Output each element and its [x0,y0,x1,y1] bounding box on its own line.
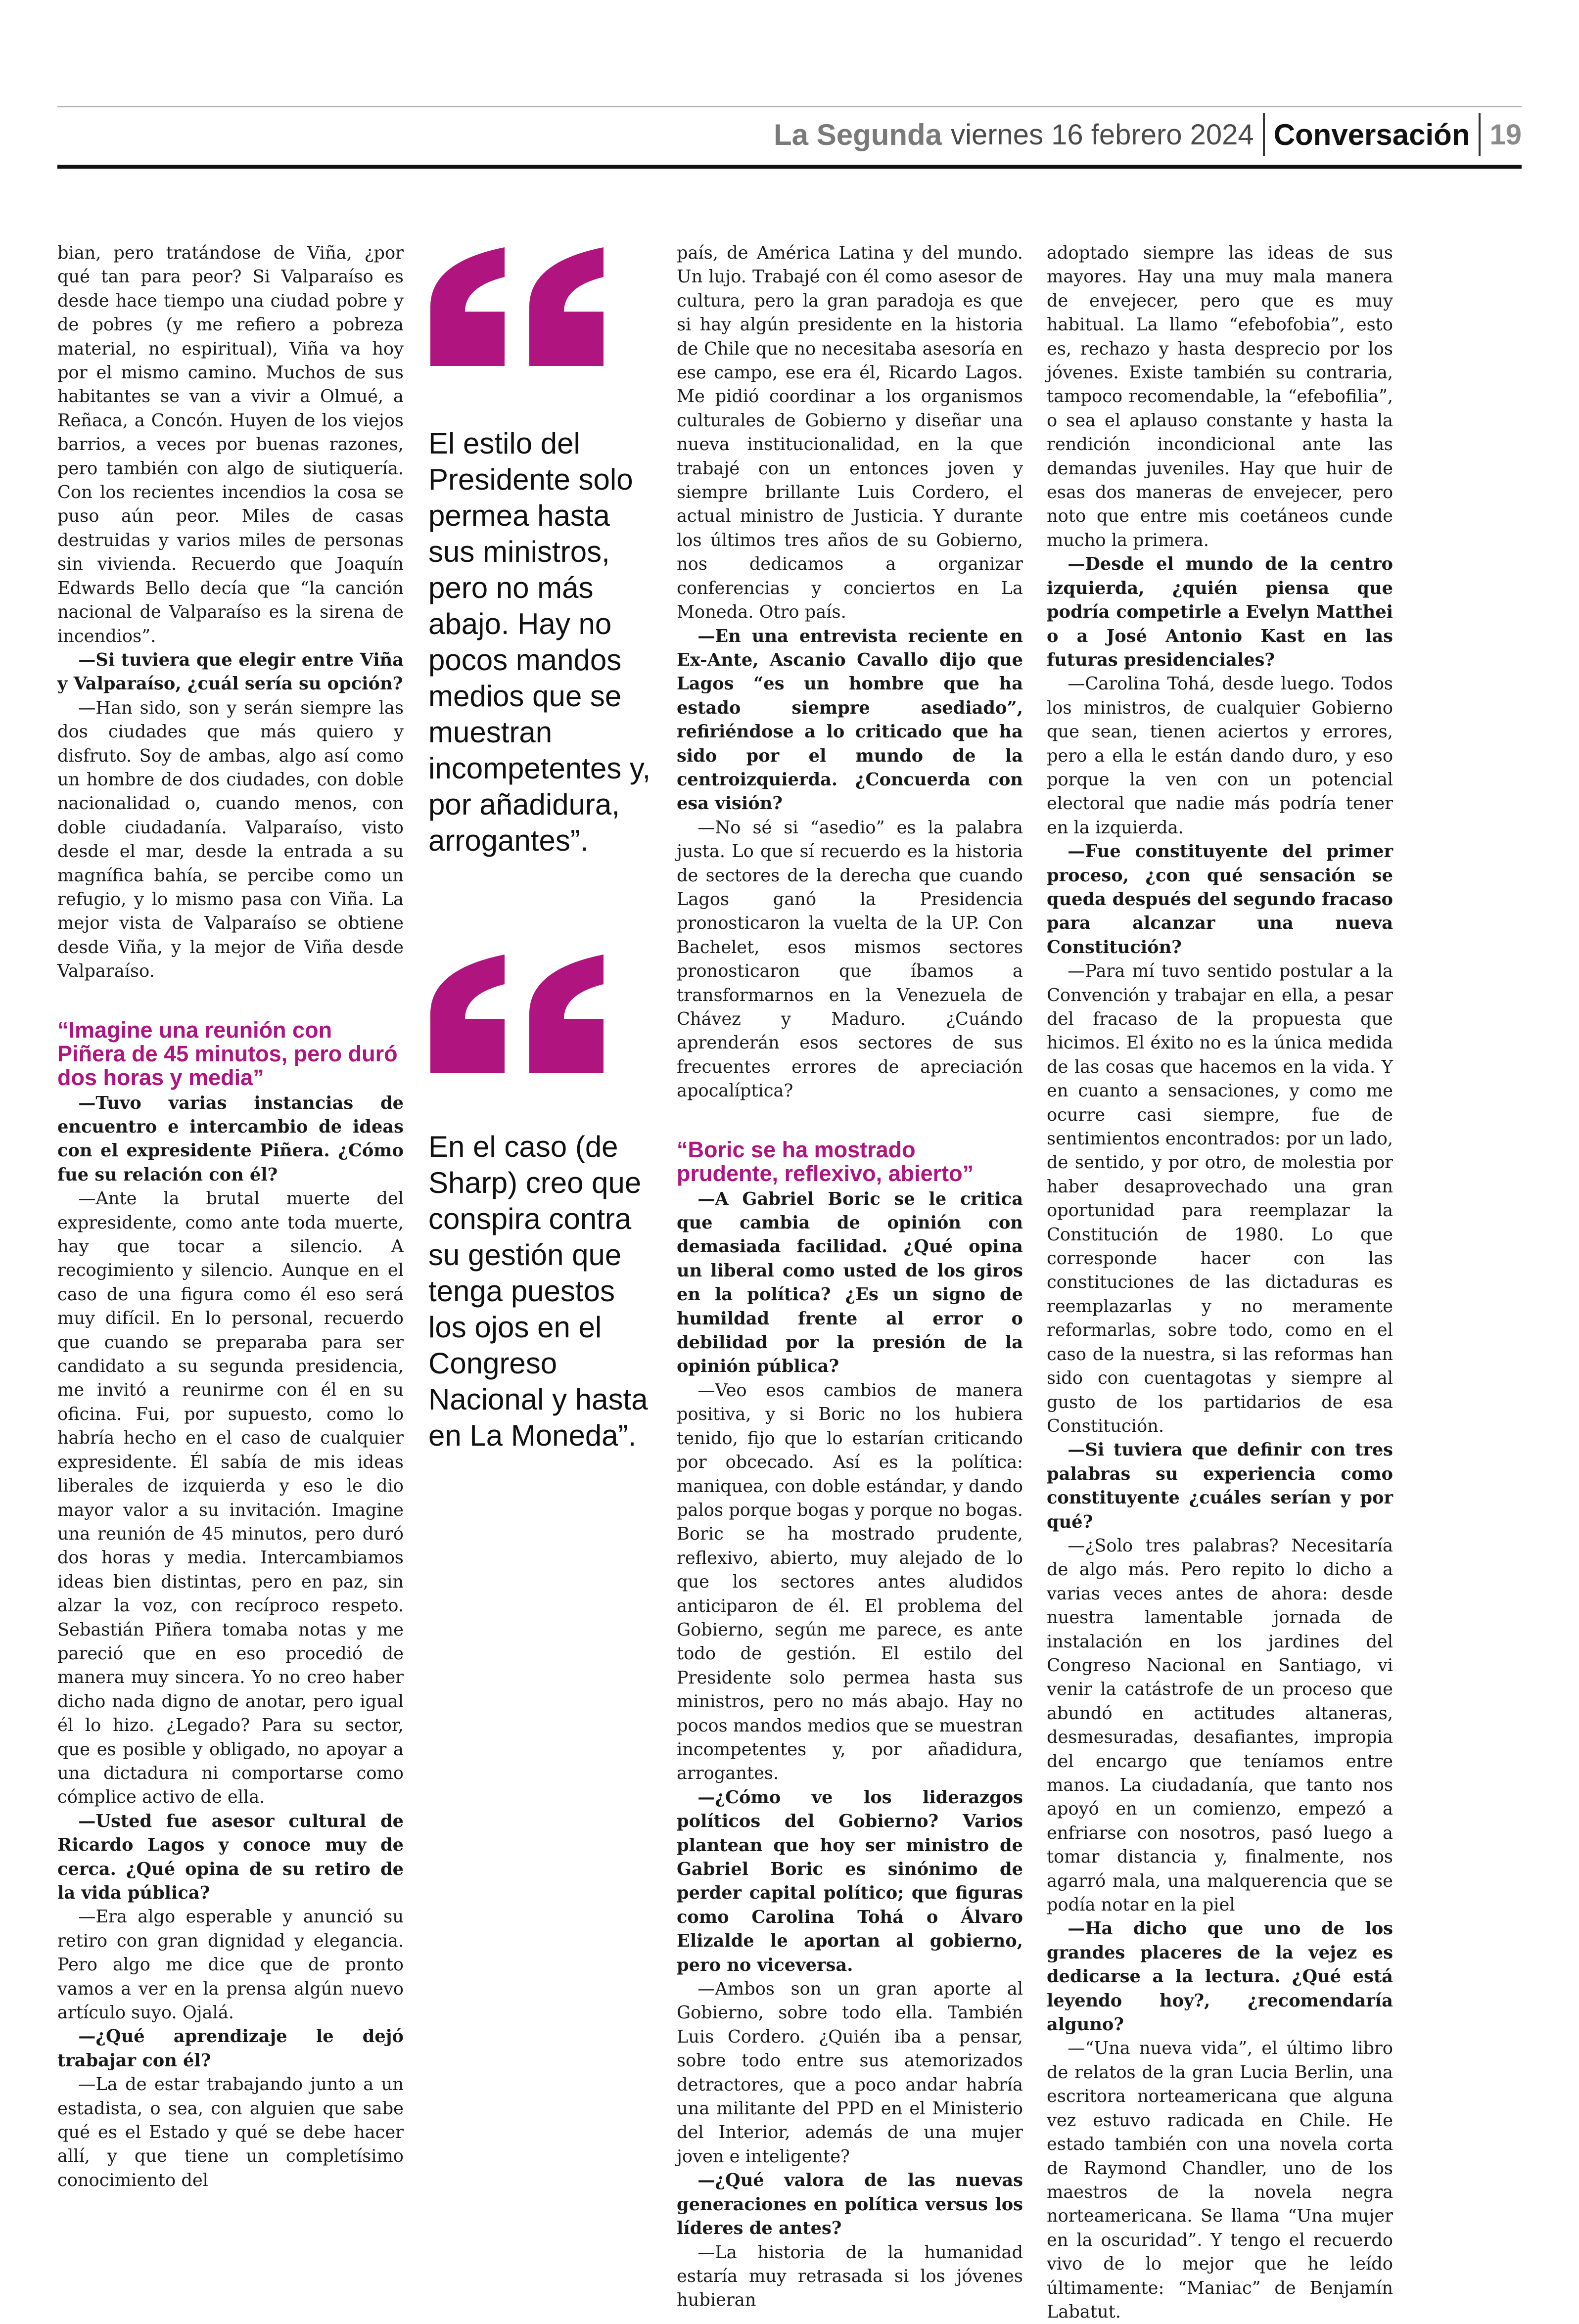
interview-question: —¿Qué valora de las nuevas generaciones en política versus los líderes de antes? [677,2170,1023,2239]
interview-question: —A Gabriel Boric se le critica que cambia de opinión con demasiada facilidad. ¿Qué opina un liberal como usted de los giros en la política? ¿Es un signo de humildad frente al error o debilidad por la presión de la opinión pública? [677,1188,1023,1377]
page-header [732,110,1522,159]
header-divider [1479,113,1481,156]
interview-question: —En una entrevista reciente en Ex-Ante, Ascanio Cavallo dijo que Lagos “es un hombre que ha estado siempre asediado”, refiriéndose a lo criticado que ha sido por el mundo de la centroizquierda. ¿Concuerda con esa visión? [677,626,1023,814]
interview-question: —Desde el mundo de la centro izquierda, ¿quién piensa que podría competirle a Evelyn Matthei o a José Antonio Kast en las futuras presidenciales? [1047,554,1393,670]
page-number: 19 [1489,118,1522,151]
section-name: Conversación [1273,118,1470,151]
header-divider [1263,113,1265,156]
open-quote-icon [425,955,613,1078]
subheading: “Imagine una reunión con Piñera de 45 minutos, pero duró dos horas y media” [57,1017,398,1090]
interview-answer: —Para mí tuvo sentido postular a la Convención y trabajar en ella, a pesar del fracaso de la propuesta que hicimos. El éxito no es la única medida de las cosas que hacemos en la vida. Y en cuanto a sensaciones, y como me ocurre casi siempre, fue de sentimientos encontrados: por un lado, de sentido, y por otro, de molestia por haber desaprovechado una gran oportunidad para reemplazar la Constitución de 1980. Lo que corresponde hacer con las constituciones de las dictaduras es reemplazarlas y no meramente reformarlas, sobre todo, como en el caso de la nuestra, si las reformas han sido con cuentagotas y siempre al gusto de los partidarios de esa Constitución. [1047,961,1393,1436]
interview-answer: —La historia de la humanidad estaría muy retrasada si los jóvenes hubieran [677,2242,1023,2311]
interview-question: —Usted fue asesor cultural de Ricardo Lagos y conoce muy de cerca. ¿Qué opina de su retiro de la vida pública? [57,1811,404,1903]
interview-answer: —“Una nueva vida”, el último libro de relatos de la gran Lucia Berlin, una escritora norteamericana que alguna vez estuvo radicada en Chile. He estado también con una novela corta de Raymond Chandler, uno de los maestros de la novela negra norteamericana. Se llama “Una mujer en la oscuridad”. Y tengo el recuerdo vivo de lo mejor que he leído últimamente: “Maniac” de Benjamín Labatut. [1047,2038,1393,2322]
interview-answer: —Era algo esperable y anunció su retiro con gran dignidad y elegancia. Pero algo me dice que de pronto vamos a ver en la prensa algún nuevo artículo suyo. Ojalá. [57,1907,404,2023]
interview-question: —Fue constituyente del primer proceso, ¿con qué sensación se queda después del segundo fracaso para alcanzar una nueva Constitución? [1047,841,1393,957]
interview-answer: —La de estar trabajando junto a un estadista, o sea, con alguien que sabe qué es el Estado y qué se debe hacer allí, y que tiene un completísimo conocimiento del [57,2074,404,2190]
body-paragraph: país, de América Latina y del mundo. Un lujo. Trabajé con él como asesor de cultura, pero la gran paradoja es que si hay algún presidente en la historia de Chile que no necesitaba asesoría en ese campo, ese era él, Ricardo Lagos. Me pidió coordinar a los organismos culturales de Gobierno y diseñar una nueva institucionalidad, en la que trabajé con un entonces joven y siempre brillante Luis Cordero, el actual ministro de Justicia. Y durante los últimos tres años de su Gobierno, nos dedicamos a organizar conferencias y conciertos en La Moneda. Otro país. [677,243,1023,623]
interview-question: —Si tuviera que elegir entre Viña y Valparaíso, ¿cuál sería su opción? [57,649,404,694]
pullquote-1: El estilo del Presidente solo permea hasta sus ministros, pero no más abajo. Hay no pocos mandos medios que se muestran incompetentes y, por añadidura, arrogantes”. [428,427,651,857]
interview-answer: —Ambos son un gran aporte al Gobierno, sobre todo ella. También Luis Cordero. ¿Quién iba a pensar, sobre todo entre sus atemorizados detractores, que a poco andar habría una militante del PPD en el Ministerio del Interior, además de una mujer joven e inteligente? [677,1979,1023,2167]
subheading: “Boric se ha mostrado prudente, reflexivo, abierto” [677,1137,974,1186]
interview-question: —Tuvo varias instancias de encuentro e intercambio de ideas con el expresidente Piñera. ¿Cómo fue su relación con él? [57,1093,404,1185]
interview-answer: —No sé si “asedio” es la palabra justa. Lo que sí recuerdo es la historia de sectores de la derecha que cuando Lagos ganó la Presidencia pronosticaron la vuelta de la UP. Con Bachelet, esos mismos sectores pronosticaron que íbamos a transformarnos en la Venezuela de Chávez y Maduro. ¿Cuándo aprenderán esos sectores de sus frecuentes errores de apreciación apocalíptica? [677,817,1023,1101]
interview-question: —¿Cómo ve los liderazgos políticos del Gobierno? Varios plantean que hoy ser ministro de Gabriel Boric es sinónimo de perder capital político; que figuras como Carolina Tohá o Álvaro Elizalde le aportan al gobierno, pero no viceversa. [677,1787,1023,1975]
body-paragraph: bian, pero tratándose de Viña, ¿por qué tan para peor? Si Valparaíso es desde hace tiempo una ciudad pobre y de pobres (y me refiero a pobreza material, no espiritual), Viña va hoy por el mismo camino. Muchos de sus habitantes se van a vivir a Olmué, a Reñaca, a Concón. Huyen de los viejos barrios, a veces por buenas razones, pero también con algo de siutiquería. Con los recientes incendios la cosa se puso aún peor. Miles de casas destruidas y varios miles de personas sin vivienda. Recuerdo que Joaquín Edwards Bello decía que “la canción nacional de Valparaíso es la sirena de incendios”. [57,243,404,646]
article-column-1 [57,241,404,2192]
article-column-2 [677,241,1023,2313]
interview-question: —Si tuviera que definir con tres palabras su experiencia como constituyente ¿cuáles serían y por qué? [1047,1440,1393,1532]
open-quote-icon [425,247,613,371]
header-rule [57,165,1522,169]
newspaper-name: La Segunda [774,118,942,151]
article-column-3 [1047,241,1393,2324]
pullquote-2: En el caso (de Sharp) creo que conspira contra su gestión que tenga puestos los ojos en el Congreso Nacional y hasta en La Moneda”. [428,1130,648,1452]
top-rule [57,106,1522,107]
interview-answer: —Veo esos cambios de manera positiva, y si Boric no los hubiera tenido, fijo que lo estarían criticando por obcecado. Así es la política: maniquea, con doble estándar, y dando palos porque bogas y porque no bogas. Boric se ha mostrado prudente, reflexivo, abierto, muy alejado de lo que los sectores antes aludidos anticiparon de él. El problema del Gobierno, según me parece, es ante todo de gestión. El estilo del Presidente solo permea hasta sus ministros, pero no más abajo. Hay no pocos mandos medios que se muestran incompetentes y, por añadidura, arrogantes. [677,1380,1023,1784]
interview-question: —¿Qué aprendizaje le dejó trabajar con él? [57,2026,404,2071]
interview-question: —Ha dicho que uno de los grandes placeres de la vejez es dedicarse a la lectura. ¿Qué está leyendo hoy?, ¿recomendaría alguno? [1047,1918,1393,2035]
body-paragraph: adoptado siempre las ideas de sus mayores. Hay una muy mala manera de envejecer, pero que es muy habitual. La llamo “efebofobia”, esto es, rechazo y hasta desprecio por los jóvenes. Existe también su contraria, tampoco recomendable, la “efebofilia”, o sea el aplauso constante y hasta la rendición incondicional ante las demandas juveniles. Hay que huir de esas dos maneras de envejecer, pero noto que entre mis coetáneos cunde mucho la primera. [1047,243,1393,550]
interview-answer: —Ante la brutal muerte del expresidente, como ante toda muerte, hay que tocar a silencio. A recogimiento y silencio. Aunque en el caso de una figura como él eso será muy difícil. En lo personal, recuerdo que cuando se preparaba para ser candidato a su segunda presidencia, me invitó a reunirme con él en su oficina. Fui, por supuesto, como lo habría hecho en el caso de cualquier expresidente. Él sabía de mis ideas liberales de izquierda y eso le dio mayor valor a su invitación. Imagine una reunión de 45 minutos, pero duró dos horas y media. Intercambiamos ideas bien distintas, pero en paz, sin alzar la voz, con recíproco respeto. Sebastián Piñera tomaba notas y me pareció que en eso procedió de manera muy sincera. Yo no creo haber dicho nada digno de anotar, pero igual él lo hizo. ¿Legado? Para su sector, que es posible y obligado, no apoyar a una dictadura ni comportarse como cómplice activo de ella. [57,1188,404,1808]
interview-answer: —¿Solo tres palabras? Necesitaría de algo más. Pero repito lo dicho a varias veces antes de ahora: desde nuestra lamentable jornada de instalación en los jardines del Congreso Nacional en Santiago, vi venir la catástrofe de un proceso que abundó en actitudes altaneras, desmesuradas, desafiantes, impropia del encargo que teníamos entre manos. La ciudadanía, que tanto nos apoyó en un comienzo, empezó a enfriarse con nosotros, pasó luego a tomar distancia y, finalmente, nos agarró mala, una malquerencia que se podía notar en la piel [1047,1535,1393,1915]
interview-answer: —Han sido, son y serán siempre las dos ciudades que más quiero y disfruto. Soy de ambas, algo así como un hombre de dos ciudades, con doble nacionalidad o, cuando menos, con doble ciudadanía. Valparaíso, visto desde el mar, desde la entrada a su magnífica bahía, se percibe como un refugio, y lo mismo pasa con Viña. La mejor vista de Valparaíso se obtiene desde Viña, y la mejor de Viña desde Valparaíso. [57,697,404,982]
issue-date: viernes 16 febrero 2024 [951,118,1254,151]
interview-answer: —Carolina Tohá, desde luego. Todos los ministros, de cualquier Gobierno que sean, tienen aciertos y errores, pero a ella le están dando duro, y eso porque la ven con un potencial electoral que nadie más podría tener en la izquierda. [1047,674,1393,838]
